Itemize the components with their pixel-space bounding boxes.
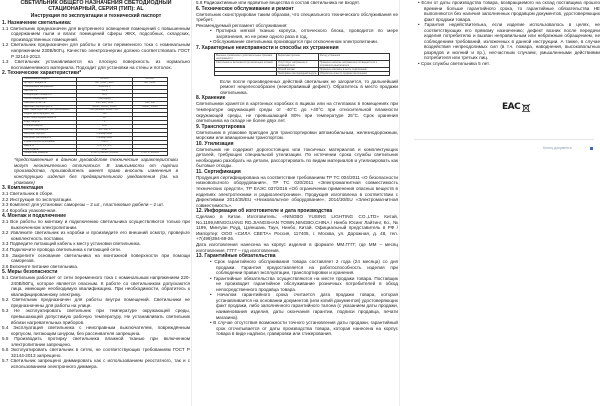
spec-table-cell: >80 bbox=[77, 113, 133, 117]
spec-table-row bbox=[23, 101, 168, 105]
spec-table-cell: IP65 bbox=[77, 125, 133, 129]
end-of-document-label: Конец документа bbox=[543, 146, 572, 150]
spec-table bbox=[22, 77, 168, 156]
bullet-item: • Гарантия недействительна, если изделие использовалось в целях, не соответствующих его прямому назначению; дефект возник после передачи изделия потребителю и вызван неправильным или небрежным обращением, не соблюдением требований, изложенных в данной инструкции. А также, в случае воздействия непреодолимых сил (в т.ч. пожара, наводнения, высоковольтных разрядов и молний и пр.), несчастным случаем, умышленными действиями потребителя или третьих лиц. bbox=[418, 22, 600, 61]
section-heading: 7. Характерные неисправности и способы их устранения bbox=[196, 44, 339, 51]
section-heading: 11. Сертификация bbox=[196, 168, 241, 175]
section-text: Светильник не содержит дорогостоящих или токсичных материалов и комплектующих деталей, требующих специальной утилизации. По истечении срока службы светильник необходимо разобрать на детали, рассортировать по видам материалов и утилизировать как бытовые отходы. bbox=[196, 146, 398, 169]
spec-table-cell: Материал рассеивателя bbox=[23, 136, 77, 140]
faults-table-cell: Неисправен светодиодный модуль bbox=[277, 71, 317, 75]
faults-table-cell: Внешнее проявление и дополнительные признаки неисправности bbox=[215, 53, 277, 60]
section-item: 3.2 Извлеките светильник из коробки и произведите его внешний осмотр, проверьте комплектность поставки. bbox=[2, 230, 190, 241]
spec-table-cell: AL-xxxx bbox=[77, 78, 133, 82]
spec-table-cell: Коэффициент мощности bbox=[23, 93, 77, 97]
spec-table-cell: 175x75 | 212x85 | 263x95 bbox=[77, 152, 133, 156]
spec-table-cell: Класс энергоэффективности bbox=[23, 117, 77, 121]
spec-table-cell: 4000K | 4000K | 4000K bbox=[77, 105, 133, 109]
spec-table-cell: Масса, кг bbox=[23, 144, 77, 148]
section-text: Светильник сконструирован таким образом, что специального технического обслуживания не требует. bbox=[196, 11, 398, 23]
section-heading: 12. Информация об изготовителе и дата производства bbox=[196, 208, 333, 215]
faults-table-header bbox=[215, 53, 390, 60]
spec-table-cell: 50Гц bbox=[77, 89, 133, 93]
section-item: 5.1 Светильник работает от сети переменного тока с номинальным напряжением 220-240В/50Гц, которое является опасным. К работе со светильником допускаются лица, имеющие необходимую квалификацию. При необходимости, обратитесь к квалифицированному электрику. bbox=[2, 275, 190, 297]
spec-table-row bbox=[23, 82, 168, 86]
section-item: 3.4 Подключите провода светильника к питающей сети. bbox=[2, 246, 122, 252]
column-divider bbox=[191, 0, 192, 406]
section-text: Если после произведенных действий светильник не загорается, то дальнейший ремонт нецелесообразен (неисправимый дефект). Обратитесь в место продажи светильника. bbox=[220, 78, 398, 95]
column-middle bbox=[196, 0, 398, 337]
section-item: 5.2 Светильник предназначен для работы внутри помещений. Светильники не предназначены для работы на улице. bbox=[2, 297, 190, 308]
section-text: Дата изготовления нанесена на корпус изделия в формате ММ.ГГГГ, где ММ – месяц изготовления, ГГГГ – год изготовления. bbox=[196, 241, 398, 253]
document-subtitle: Инструкция по эксплуатации и технический паспорт bbox=[30, 12, 162, 19]
section-heading: 5. Меры безопасности bbox=[2, 269, 58, 276]
spec-table-cell: ≥0,5 bbox=[77, 93, 133, 97]
spec-table-cell: 640 | 960 bbox=[132, 101, 167, 105]
section-item: 3.6 Включите питание светильника. bbox=[2, 263, 79, 269]
spec-table-cell: Рабочая температура bbox=[23, 128, 77, 132]
spec-table-cell: Класс защиты bbox=[23, 121, 77, 125]
spec-table-cell: 5 лет bbox=[77, 148, 133, 152]
spec-table-row bbox=[23, 105, 168, 109]
spec-table-cell: Климатическое исполнение bbox=[23, 140, 77, 144]
spec-table-cell: Индекс цветопередачи, Ra bbox=[23, 113, 77, 117]
section-item: 5.8 Радиоактивные или ядовитые вещества в состав светильника не входят. bbox=[196, 0, 360, 5]
column-right bbox=[404, 0, 600, 67]
faults-table-cell: Светильник не включается при включении питания bbox=[215, 60, 277, 67]
column-left bbox=[2, 0, 190, 369]
spec-table-cell: 175x75 | 212x85 bbox=[132, 152, 167, 156]
section-item: 3.1 Светильник в сборе. bbox=[2, 191, 54, 197]
faults-table-cell: Отсутствует напряжение в питающей сети bbox=[276, 60, 318, 67]
spec-table-cell: Нейтральный белый / 120° bbox=[77, 109, 133, 113]
spec-table-cell: 230В/50Гц bbox=[77, 86, 133, 90]
section-heading: 3. Комплектация bbox=[2, 185, 44, 192]
section-item: 5.3 Не эксплуатировать светильник при температуре окружающей среды, превышающей допустимую рабочую температуру. Не устанавливать светильник вблизи нагревательных приборов. bbox=[2, 308, 190, 325]
section-heading: 2. Технические характеристики* bbox=[2, 70, 82, 77]
spec-table-cell: 0,1 | 0,2 | 0,3 bbox=[77, 144, 133, 148]
faults-table-cell: Обратитесь в место продажи светильника bbox=[318, 71, 389, 75]
spec-table-cell: AL-xxxx bbox=[132, 78, 167, 82]
spec-table-cell: Светодиод bbox=[77, 97, 133, 101]
end-marker-icon bbox=[590, 147, 593, 150]
bullet-item: • В случае отсутствия возможности точного установления даты продажи, гарантийный срок отсчитывается от даты производства товара, которая нанесена на корпус товара в виде надписи, гравировки или стикерования. bbox=[210, 320, 398, 337]
spec-table-cell: Цветовая температура, К bbox=[23, 105, 77, 109]
spec-table-cell: Срок службы bbox=[23, 148, 77, 152]
section-item: 3.2 Инструкция по эксплуатации. bbox=[2, 196, 73, 202]
section-text: Рекомендуемый регламент обслуживания: bbox=[196, 22, 288, 28]
bullet-item: • Срок гарантийного обслуживания товара составляет 2 года (24 месяца) со дня продажи. Гарантия предоставляется на работоспособность изделия при соблюдении правил эксплуатации, транспортировки и хранения. bbox=[210, 259, 398, 276]
faults-table-cell: Вероятная причина bbox=[276, 53, 318, 60]
section-heading: 9. Транспортировка bbox=[196, 123, 246, 130]
document-title-line2: СТАЦИОНАРНЫЙ, СЕРИЯ (ТИП): AL bbox=[48, 6, 144, 13]
spec-table-cell: Степень защиты bbox=[23, 125, 77, 129]
spec-table-cell: Габаритные размеры bbox=[23, 152, 77, 156]
eac-mark-icon: EAC bbox=[502, 102, 521, 112]
bullet-item: • Если от даты производства товара, возвращаемого на склад поставщика прошло времени больше гарантийного срока, то гарантийные обязательства НЕ выполняются без наличия заполненных продавцом документов, удостоверяющих факт продажи товара. bbox=[418, 0, 600, 22]
bullet-item: • Протирка мягкой тканью корпуса, оптического блока, проводится по мере загрязнения, но не реже одного раза в год. bbox=[210, 28, 398, 39]
bullet-item: • Срок службы светильника 5 лет. bbox=[418, 61, 490, 67]
section-text: Сделано в Китае. Изготовитель: «NINGBO YUSING LIGHTING CO.,LTD» Китай, No.1199,MINGGUANG RD.JIANGSHAN TOWN,NINGBO,CHINA / Нинбо Юсинг Лайтинг, Ко., № 1199, Мингуан Роуд, Цзяншань Таун, Нинбо, Китай. Официальный представитель в РФ / Импортер: ООО «СИЛА СВЕТА» Россия, 117405, г. Москва, ул. Дорожная, д. 48, тел. +7(499)394-69-26. bbox=[196, 214, 398, 242]
section-item: 5.7 Светильник запрещено диммировать как с использованием реостатного, так и с использованием электронного диммера. bbox=[2, 358, 190, 369]
faults-table bbox=[214, 53, 390, 76]
faults-table-cell bbox=[215, 71, 277, 75]
faults-table-cell: Проверьте контакты в месте подключения bbox=[318, 67, 389, 71]
section-heading: 6. Техническое обслуживание и ремонт bbox=[196, 5, 294, 12]
spec-table-cell: Тип источника света bbox=[23, 97, 77, 101]
end-divider bbox=[414, 139, 594, 140]
spec-table-cell: Номинальное напряжение bbox=[23, 86, 77, 90]
bullet-item: • Началом гарантийного срока считается дата продажи товара, которая устанавливается на основании документов (или копий документов) удостоверяющих факт продажи, либо заполненного гарантийного талона (с указанием даты продажи, наименования изделия, даты окончания гарантии, подписи продавца, печати магазина). bbox=[210, 292, 398, 320]
faults-table-cell: Плохой контакт bbox=[276, 67, 318, 71]
spec-table-cell: 8Вт | 12Вт bbox=[132, 82, 167, 86]
spec-table-cell: Световой поток, лм bbox=[23, 101, 77, 105]
section-heading: 10. Утилизация bbox=[196, 140, 234, 147]
section-item: 5.5 Производить протирку светильника влажной тканью при включенном электропитании запрещено. bbox=[2, 336, 190, 347]
bullet-item: • Гарантийные обязательства осуществляются на месте продажи товара. Поставщик не производит гарантийное обслуживание розничных потребителей в обход непосредственного продавца товара. bbox=[210, 275, 398, 292]
section-heading: 8. Хранение bbox=[196, 95, 226, 102]
section-heading: 1. Назначение светильника: bbox=[2, 19, 72, 26]
section-text: Светильник в упаковке пригоден для транспортировки автомобильным, железнодорожным, морским или авиационным транспортом. bbox=[196, 129, 398, 141]
spec-note: *представленные в данном руководстве технические характеристики могут незначительно отличаться. В зависимости от партии производства, производитель имеет право вносить изменения в конструкцию изделия без предварительного уведомления (см. на упаковке) bbox=[14, 157, 178, 185]
document-title-line1: СВЕТИЛЬНИК ОБЩЕГО НАЗНАЧЕНИЯ СВЕТОДИОДНЫЙ bbox=[20, 0, 172, 6]
spec-table-row bbox=[23, 152, 168, 156]
faults-table-row bbox=[215, 71, 390, 75]
spec-table-cell: 640 | 960 | 1440 bbox=[77, 101, 133, 105]
spec-table-cell: A+ bbox=[77, 117, 133, 121]
spec-table-cell: Наименование модели bbox=[23, 78, 77, 82]
faults-table-cell: Метод устранения bbox=[318, 53, 389, 60]
section-item: 1.1 Светильник предназначен для внутреннего освещения помещений с повышенным содержанием пыли и влаги: помещений сферы ЖКХ, подсобных, складских, производственных помещений. bbox=[2, 25, 190, 42]
section-heading: 13. Гарантийные обязательства bbox=[196, 253, 276, 260]
section-heading: 4. Монтаж и подключение bbox=[2, 213, 66, 220]
spec-table-cell: Цвет. характеристики / угол рассеивания bbox=[23, 109, 77, 113]
section-item: 1.3 Светильник устанавливается на плоскую поверхность из нормально воспламеняемого материала. Подходит для установки на стены и потолок. bbox=[2, 59, 190, 70]
section-item: 5.6 Эксплуатировать светильник в сетях, не соответствующих требованиям ГОСТ Р 32144-2013 запрещено. bbox=[2, 347, 190, 358]
section-item: 1.2 Светильник предназначен для работы в сети переменного тока с номинальным напряжением 230В/50Гц. Качество электроэнергии должно соответствовать ГОСТ Р 32144-2013. bbox=[2, 42, 190, 59]
spec-table-cell: -20...+40°C bbox=[77, 128, 133, 132]
crossed-bin-icon bbox=[521, 103, 531, 113]
spec-table-cell: Поликарбонат bbox=[77, 136, 133, 140]
column-divider bbox=[399, 0, 400, 406]
spec-table-cell: 8Вт | 12Вт | 18Вт bbox=[77, 82, 133, 86]
faults-table-row bbox=[215, 60, 390, 67]
section-item: 3.5 Закрепите основание светильника на монтажной поверхности при помощи саморезов. bbox=[2, 252, 190, 264]
faults-table-cell: Проверьте наличие напряжения в питающей сети и исправность выключателя bbox=[318, 60, 389, 67]
spec-table-cell: Поликарбонат bbox=[77, 132, 133, 136]
section-item: 3.1 Все работы по монтажу и подключению светильника осуществляются только при выключенном электропитании. bbox=[2, 219, 190, 230]
spec-table-cell: УХЛ4 bbox=[77, 140, 133, 144]
section-text: Светильники хранятся в картонных коробках в ящиках или на стеллажах в помещениях при температуре окружающей среды от -40°С до +40°С при относительной влажности окружающей среды, не превышающей 80% при температуре 25°С. Срок хранения светильника на складе не более двух лет. bbox=[196, 101, 398, 124]
spec-table-cell: 6500K | 6500K bbox=[132, 105, 167, 109]
section-text: Продукция сертифицирована на соответствие требованиям ТР ТС 004/2011 «О безопасности низковольтного оборудования», ТР ТС 020/2011 «Электромагнитная совместимость технических средств», ТР ЕАЭС 037/2016 «Об ограничении применения опасных веществ в изделиях электротехники и радиоэлектроники». Продукция изготовлена в соответствии с Директивами 2014/35/EU «Низковольтное оборудование», 2014/30/EU «Электромагнитная совместимость». bbox=[196, 174, 398, 208]
spec-table-cell: Частота, Гц bbox=[23, 89, 77, 93]
spec-table-cell: Артикул / мощность bbox=[23, 82, 77, 86]
spec-table-cell: Материал корпуса bbox=[23, 132, 77, 136]
section-item: 5.4 Эксплуатация светильника с неисправным выключателем, повреждённым корпусом, питающим шнуром, без рассеивателя запрещена. bbox=[2, 325, 190, 336]
section-item: 3.3 Подведите питающий кабель к месту установки светильника. bbox=[2, 241, 141, 247]
bullet-item: • Обслуживание светильника производится при отключенном электропитании. bbox=[210, 39, 379, 45]
section-item: 3.4 Коробка упаковочная. bbox=[2, 207, 57, 213]
spec-table-cell: II bbox=[77, 121, 133, 125]
section-item: 3.3 Комплект для установки: саморезы – 2 шт., пластиковые дюбели – 2 шт. bbox=[2, 202, 164, 208]
